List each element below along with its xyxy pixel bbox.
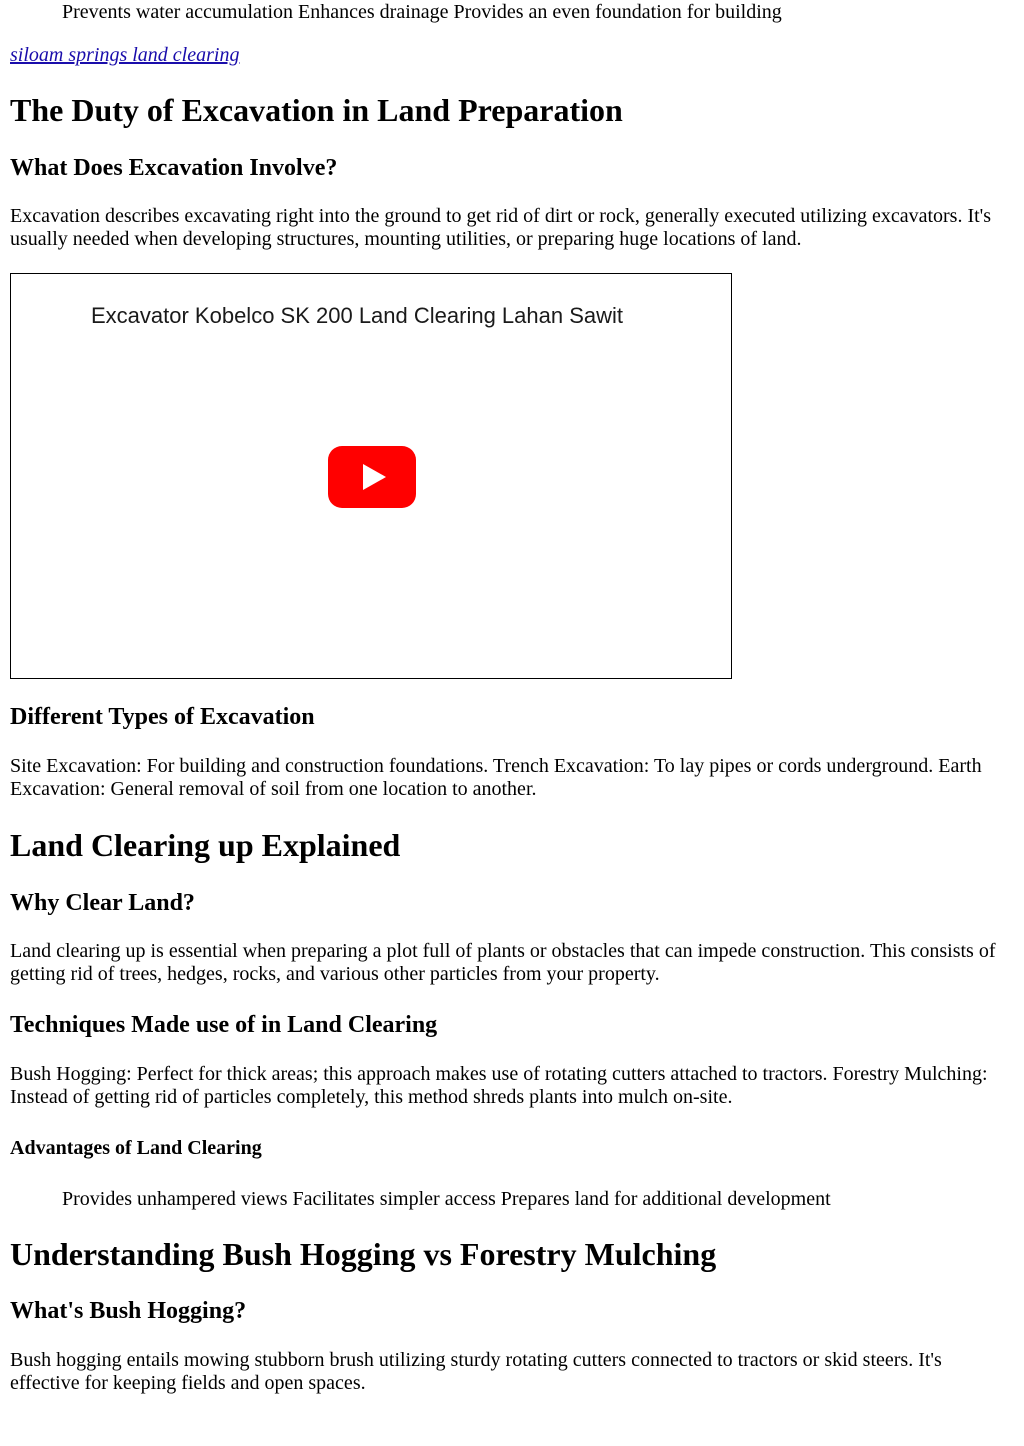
section-title-bush-hogging-vs-mulching: Understanding Bush Hogging vs Forestry Mulching	[10, 1236, 717, 1272]
siloam-springs-link[interactable]: siloam springs land clearing	[10, 44, 240, 66]
subheading-whats-bush-hogging: What's Bush Hogging?	[10, 1298, 247, 1324]
subheading-land-clearing-techniques: Techniques Made use of in Land Clearing	[10, 1012, 438, 1038]
subheading-why-clear-land: Why Clear Land?	[10, 890, 195, 916]
paragraph-types-of-excavation: Site Excavation: For building and construction foundations. Trench Excavation: To lay pipes or cords underground. Earth Excavation: General removal of soil from one location to another.	[10, 755, 982, 800]
paragraph-land-clearing-techniques: Bush Hogging: Perfect for thick areas; this approach makes use of rotating cutters attached to tractors. Forestry Mulching: Instead of getting rid of particles completely, this method shreds plants into mulch on-site.	[10, 1063, 988, 1108]
video-title[interactable]: Excavator Kobelco SK 200 Land Clearing Lahan Sawit	[91, 303, 624, 328]
section-title-excavation: The Duty of Excavation in Land Preparation	[10, 92, 623, 128]
paragraph-excavation-description: Excavation describes excavating right into the ground to get rid of dirt or rock, generally executed utilizing excavators. It's usually needed when developing structures, mounting utilities, or preparing huge locations of land.	[10, 205, 992, 250]
youtube-play-icon[interactable]	[328, 446, 416, 508]
subheading-advantages-of-land-clearing: Advantages of Land Clearing	[10, 1137, 262, 1159]
subheading-types-of-excavation: Different Types of Excavation	[10, 704, 315, 730]
paragraph-bush-hogging: Bush hogging entails mowing stubborn brush utilizing sturdy rotating cutters connected to tractors or skid steers. It's effective for keeping fields and open spaces.	[10, 1349, 942, 1394]
advantages-list: Provides unhampered views Facilitates simpler access Prepares land for additional development	[62, 1188, 831, 1210]
benefits-list-top: Prevents water accumulation Enhances drainage Provides an even foundation for building	[62, 1, 782, 23]
subheading-what-does-excavation-involve: What Does Excavation Involve?	[10, 155, 338, 181]
paragraph-why-clear-land: Land clearing up is essential when preparing a plot full of plants or obstacles that can impede construction. This consists of getting rid of trees, hedges, rocks, and various other particles from your property.	[10, 940, 996, 985]
section-title-land-clearing: Land Clearing up Explained	[10, 827, 401, 863]
video-embed[interactable]	[10, 273, 732, 679]
